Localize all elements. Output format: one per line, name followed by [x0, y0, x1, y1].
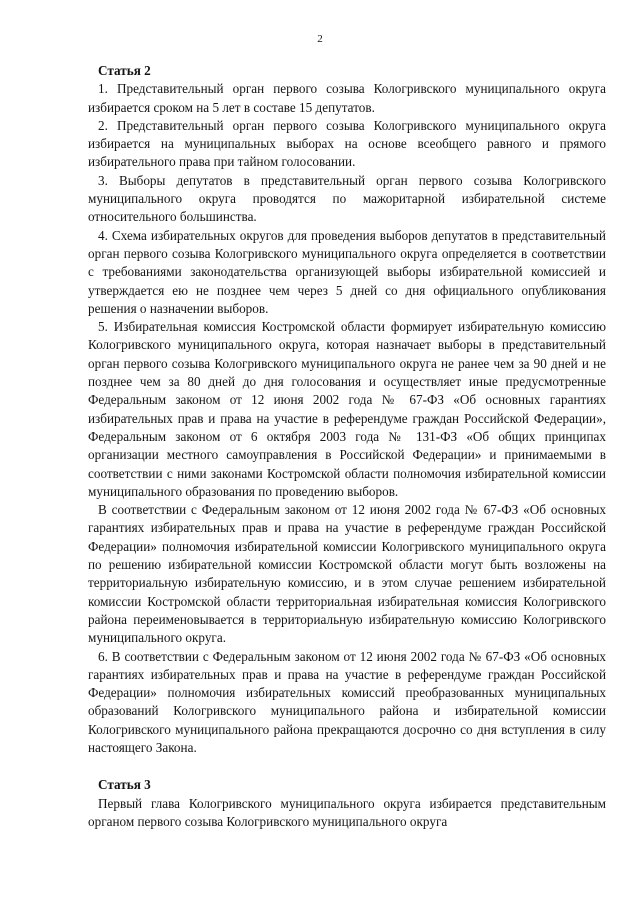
article-2-paragraph-1: 1. Представительный орган первого созыва Кологривского муниципального округа избирается сроком на 5 лет в составе 15 депутатов.	[88, 81, 606, 115]
document-body	[88, 62, 606, 831]
article-2-paragraph-3: 3. Выборы депутатов в представительный орган первого созыва Кологривского муниципального округа проводятся по мажоритарной избирательной системе относительного большинства.	[88, 172, 606, 225]
article-2-paragraph-5: 5. Избирательная комиссия Костромской области формирует избирательную комиссию Кологривского муниципального округа, которая назначает выборы в представительный орган первого созыва Кологривского муниципального округа не ранее чем за 90 дней и не позднее чем за 80 дней до дня голосования и осуществляет иные предусмотренные Федеральным законом от 12 июня 2002 года № 67-ФЗ «Об основных гарантиях избирательных прав и права на участие в референдуме граждан Российской Федерации», Федеральным законом от 6 октября 2003 года № 131-ФЗ «Об общих принципах организации местного самоуправления в Российской Федерации» и принимаемыми в соответствии с ними законами Костромской области полномочия избирательной комиссии муниципального образования по проведению выборов.	[88, 319, 606, 499]
page-number: 2	[317, 33, 323, 45]
article-2-paragraph-6: 6. В соответствии с Федеральным законом от 12 июня 2002 года № 67-ФЗ «Об основных гарантиях избирательных прав и права на участие в референдуме граждан Российской Федерации» полномочия избирательных комиссий преобразованных муниципальных образований Кологривского муниципального района и избирательной комиссии Кологривского муниципального района прекращаются досрочно со дня вступления в силу настоящего Закона.	[88, 648, 606, 755]
section-gap	[88, 757, 606, 776]
article-3-paragraph-1: Первый глава Кологривского муниципального округа избирается представительным органом первого созыва Кологривского муниципального округа	[88, 795, 606, 829]
article-2-paragraph-2: 2. Представительный орган первого созыва Кологривского муниципального округа избирается на муниципальных выборах на основе всеобщего равного и прямого избирательного права при тайном голосовании.	[88, 117, 606, 170]
article-2-paragraph-4: 4. Схема избирательных округов для проведения выборов депутатов в представительный орган первого созыва Кологривского муниципального округа определяется в соответствии с требованиями законодательства организующей выборы избирательной комиссией и утверждается ею не позднее чем через 5 дней со дня официального опубликования решения о назначении выборов.	[88, 227, 606, 316]
article-2-heading: Статья 2	[98, 63, 151, 78]
article-3	[88, 776, 606, 831]
article-3-heading: Статья 3	[98, 777, 151, 793]
article-2-paragraph-5-continued: В соответствии с Федеральным законом от 12 июня 2002 года № 67-ФЗ «Об основных гарантиях избирательных прав и права на участие в референдуме граждан Российской Федерации» полномочия избирательной комиссии Кологривского муниципального округа по решению избирательной комиссии Костромской области могут быть возложены на территориальную избирательную комиссию, и в этом случае решением избирательной комиссии Костромской области территориальная избирательная комиссия Кологривского района переименовывается в территориальную избирательную комиссию Кологривского муниципального округа.	[88, 502, 606, 646]
article-2	[88, 62, 606, 757]
